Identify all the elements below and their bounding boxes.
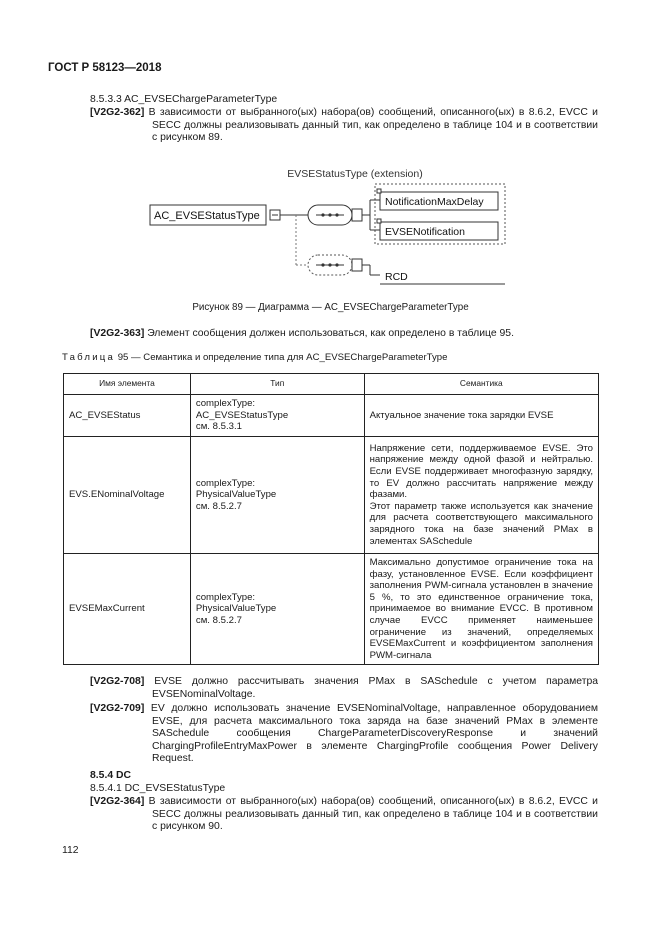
requirement-v2g2-709 xyxy=(90,703,598,766)
requirement-text: Элемент сообщения должен использоваться, как определено в таблице 95. xyxy=(147,328,514,339)
node-label: NotificationMaxDelay xyxy=(385,196,484,208)
type-cell: complexType: PhysicalValueType см. 8.5.2.7 xyxy=(190,437,364,554)
table-caption-label: Таблица xyxy=(62,352,116,363)
type-cell: complexType: AC_EVSEStatusType см. 8.5.3.1 xyxy=(190,395,364,437)
requirement-v2g2-364 xyxy=(90,796,598,834)
table-row xyxy=(64,395,599,437)
element-name-cell: EVSEMaxCurrent xyxy=(64,554,191,665)
semantics-cell: Напряжение сети, поддерживаемое EVSE. Это напряжение между одной фазой и нейтралью. Если EVSE поддерживает многофазную зарядку, то EV должно рассчитать напряжение между фазами. Этот параметр также используется как значение для расчета соответствующего максимального зарядного тока на базе значений PMax в элементах SASchedule xyxy=(364,437,598,554)
requirement-text: EVSE должно рассчитывать значения PMax в SASchedule с учетом параметра EVSENominalVoltage. xyxy=(152,676,599,700)
requirement-v2g2-708 xyxy=(90,676,598,701)
page-number: 112 xyxy=(62,845,79,856)
table-row xyxy=(64,437,599,554)
requirement-id: [V2G2-709] xyxy=(90,703,145,714)
requirement-text: В зависимости от выбранного(ых) набора(ов) сообщений, описанного(ых) в 8.6.2, EVCC и SECC должны реализовывать данный тип, как определено в таблице 104 и в соответствии с рисунком 89. xyxy=(148,107,598,144)
requirement-id: [V2G2-364] xyxy=(90,796,145,807)
subsection-heading-8-5-4-1: 8.5.4.1 DC_EVSEStatusType xyxy=(90,783,226,794)
node-rcd: RCD xyxy=(385,271,408,283)
requirement-text: EV должно использовать значение EVSENominalVoltage, направленное оборудованием EVSE, для расчета максимального тока заряда на базе значений PMax в элементе SASchedule сообщения ChargeParameterDiscoveryResponse и значений ChargingProfileEntryMaxPower в элементе ChargingProfile сообщения Power Delivery Request. xyxy=(150,703,599,765)
root-node-label: AC_EVSEStatusType xyxy=(154,210,260,222)
table-header-row xyxy=(64,374,599,395)
semantics-table xyxy=(63,373,599,665)
requirement-id: [V2G2-362] xyxy=(90,107,145,118)
requirement-text: В зависимости от выбранного(ых) набора(ов) сообщений, описанного(ых) в 8.6.2, EVCC и SECC должны реализовывать данный тип, как определено в таблице 104 и в соответствии с рисунком 90. xyxy=(148,796,598,833)
column-header: Имя элемента xyxy=(64,374,191,395)
type-cell: complexType: PhysicalValueType см. 8.5.2.7 xyxy=(190,554,364,665)
column-header: Семантика xyxy=(364,374,598,395)
requirement-v2g2-363 xyxy=(90,328,598,341)
section-heading-8-5-4: 8.5.4 DC xyxy=(90,770,132,781)
figure-caption: Рисунок 89 — Диаграмма — AC_EVSEChargeParameterType xyxy=(192,302,469,313)
table-caption-text: 95 — Семантика и определение типа для AC_EVSEChargeParameterType xyxy=(117,352,448,363)
node-label: EVSENotification xyxy=(385,226,465,238)
table-caption xyxy=(62,352,447,365)
requirement-v2g2-362 xyxy=(90,107,598,145)
element-name-cell: EVS.ENominalVoltage xyxy=(64,437,191,554)
semantics-cell: Максимально допустимое ограничение тока на фазу, установленное EVSE. Если коэффициент заполнения PWM-сигнала установлен в значение 5 %, то это единственное ограничение тока, принимаемое во внимание EVCC. В противном случае EVCC применяет наименьшее ограничение из значений, определяемых EVSEMaxCurrent и коэффициентом заполнения PWM-сигнала xyxy=(364,554,598,665)
requirement-id: [V2G2-363] xyxy=(90,328,145,339)
requirement-id: [V2G2-708] xyxy=(90,676,145,687)
diagram-title: EVSEStatusType (extension) xyxy=(287,168,423,180)
semantics-cell: Актуальное значение тока зарядки EVSE xyxy=(364,395,598,437)
table-row xyxy=(64,554,599,665)
subsection-heading-8-5-3-3: 8.5.3.3 AC_EVSEChargeParameterType xyxy=(90,94,278,105)
evse-status-type-diagram xyxy=(140,162,520,292)
column-header: Тип xyxy=(190,374,364,395)
element-name-cell: AC_EVSEStatus xyxy=(64,395,191,437)
document-header: ГОСТ Р 58123—2018 xyxy=(48,62,162,74)
